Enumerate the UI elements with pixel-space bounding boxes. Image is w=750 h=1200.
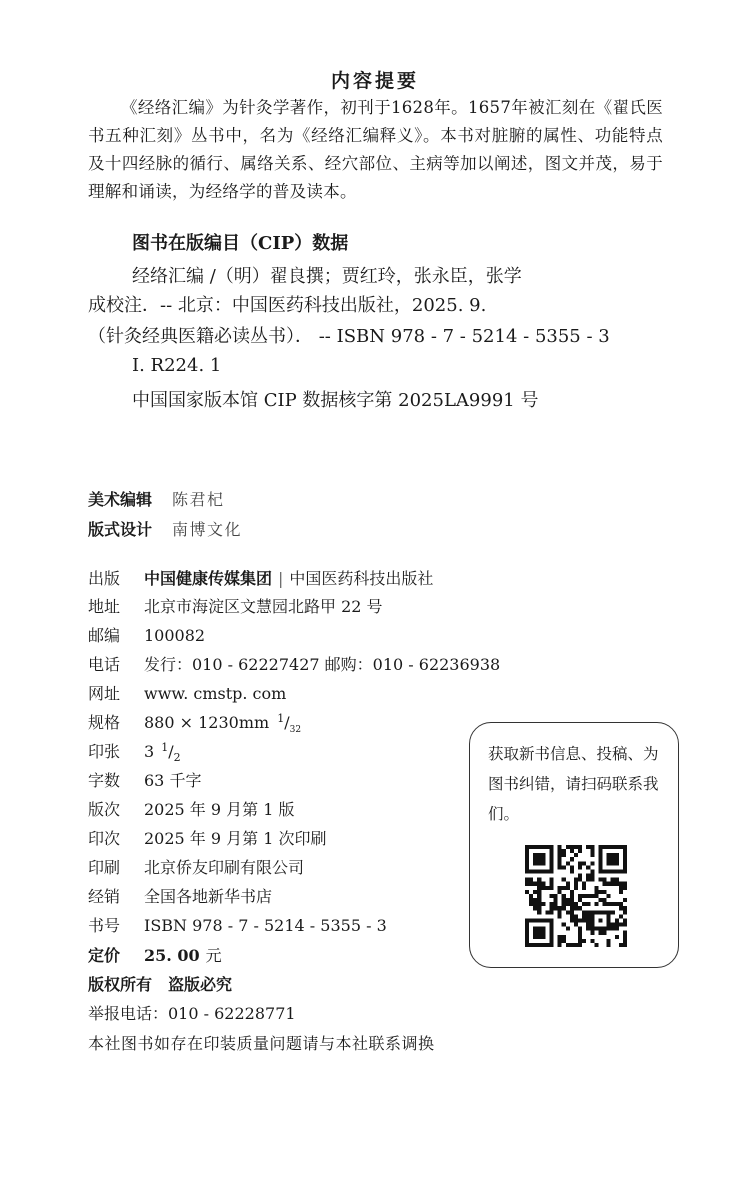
edition-row bbox=[88, 797, 295, 820]
phone-value: 发行：010 - 62227427 邮购：010 - 62236938 bbox=[144, 655, 501, 674]
cip-classification: Ⅰ. R224. 1 bbox=[132, 355, 222, 376]
price-value: 25. 00 bbox=[144, 946, 200, 965]
sheets-denominator: 2 bbox=[173, 751, 181, 765]
art-editor-row bbox=[88, 487, 225, 510]
printer-row bbox=[88, 855, 304, 878]
publisher-group: 中国健康传媒集团 bbox=[144, 569, 273, 588]
copyright-notice: 版权所有 盗版必究 bbox=[88, 975, 233, 994]
postcode-row bbox=[88, 623, 205, 646]
format-denominator: 32 bbox=[289, 725, 302, 736]
publisher-press: 中国医药科技出版社 bbox=[289, 569, 434, 588]
website-row bbox=[88, 681, 286, 704]
sheets-value: 3 bbox=[144, 742, 155, 761]
format-row bbox=[88, 710, 301, 735]
printing-value: 2025 年 9 月第 1 次印刷 bbox=[144, 829, 327, 848]
postcode-label: 邮编 bbox=[88, 626, 121, 645]
format-slash: / bbox=[284, 713, 290, 732]
website-value: www. cmstp. com bbox=[144, 684, 287, 703]
sheets-label: 印张 bbox=[88, 742, 121, 761]
isbn-label: 书号 bbox=[88, 916, 121, 935]
printer-value: 北京侨友印刷有限公司 bbox=[144, 858, 305, 877]
art-editor-value: 陈君杞 bbox=[172, 490, 225, 509]
distributor-row bbox=[88, 884, 272, 907]
edition-value: 2025 年 9 月第 1 版 bbox=[144, 800, 295, 819]
edition-label: 版次 bbox=[88, 800, 121, 819]
cip-line-1: 经络汇编 /（明）翟良撰；贾红玲，张永臣，张学 bbox=[132, 266, 522, 287]
summary-text: 《经络汇编》为针灸学著作，初刊于1628年。1657年被汇刻在《翟氏医书五种汇刻》丛书中，名为《经络汇编释义》。本书对脏腑的属性、功能特点及十四经脉的循行、属络关系、经穴部位、主病等加以阐述，图文并茂，易于理解和诵读，为经络学的普及读本。 bbox=[88, 98, 663, 201]
website-label: 网址 bbox=[88, 684, 121, 703]
layout-design-value: 南博文化 bbox=[172, 520, 243, 539]
address-row bbox=[88, 594, 383, 617]
summary-title: 内容提要 bbox=[330, 70, 419, 92]
format-numerator: 1 bbox=[277, 711, 285, 725]
cip-heading: 图书在版编目（CIP）数据 bbox=[132, 233, 349, 254]
report-hotline: 举报电话：010 - 62228771 bbox=[88, 1004, 296, 1023]
qr-code-icon[interactable] bbox=[525, 845, 627, 947]
cip-line-3: （针灸经典医籍必读丛书）． -- ISBN 978 - 7 - 5214 - 5355 - 3 bbox=[88, 326, 610, 347]
isbn-value: ISBN 978 - 7 - 5214 - 5355 - 3 bbox=[144, 916, 387, 935]
sheets-numerator: 1 bbox=[161, 740, 169, 754]
quality-notice: 本社图书如存在印装质量问题请与本社联系调换 bbox=[88, 1034, 435, 1053]
sheets-slash: / bbox=[168, 742, 174, 761]
postcode-value: 100082 bbox=[144, 626, 206, 645]
summary-body bbox=[88, 94, 663, 206]
words-label: 字数 bbox=[88, 771, 121, 790]
format-label: 规格 bbox=[88, 713, 121, 732]
cip-line-2: 成校注．-- 北京：中国医药科技出版社，2025. 9. bbox=[88, 295, 487, 316]
sheets-row bbox=[88, 739, 181, 764]
distributor-value: 全国各地新华书店 bbox=[144, 887, 273, 906]
phone-label: 电话 bbox=[88, 655, 121, 674]
layout-design-label: 版式设计 bbox=[88, 520, 153, 539]
price-row bbox=[88, 943, 222, 966]
qr-instructions: 获取新书信息、投稿、为图书纠错，请扫码联系我们。 bbox=[488, 745, 659, 823]
words-value: 63 千字 bbox=[144, 771, 202, 790]
publisher-row bbox=[88, 566, 433, 589]
qr-contact-box bbox=[469, 722, 679, 968]
printing-row bbox=[88, 826, 327, 849]
publisher-separator: | bbox=[278, 569, 284, 588]
price-unit: 元 bbox=[205, 946, 222, 965]
format-value: 880 × 1230mm bbox=[144, 713, 270, 732]
phone-row bbox=[88, 652, 500, 675]
distributor-label: 经销 bbox=[88, 887, 121, 906]
art-editor-label: 美术编辑 bbox=[88, 490, 153, 509]
price-label: 定价 bbox=[88, 946, 121, 965]
layout-design-row bbox=[88, 517, 242, 540]
address-label: 地址 bbox=[88, 597, 121, 616]
words-row bbox=[88, 768, 201, 791]
printer-label: 印刷 bbox=[88, 858, 121, 877]
printing-label: 印次 bbox=[88, 829, 121, 848]
publisher-label: 出版 bbox=[88, 569, 121, 588]
cip-record-number: 中国国家版本馆 CIP 数据核字第 2025LA9991 号 bbox=[132, 390, 539, 411]
address-value: 北京市海淀区文慧园北路甲 22 号 bbox=[144, 597, 383, 616]
isbn-row bbox=[88, 913, 387, 936]
